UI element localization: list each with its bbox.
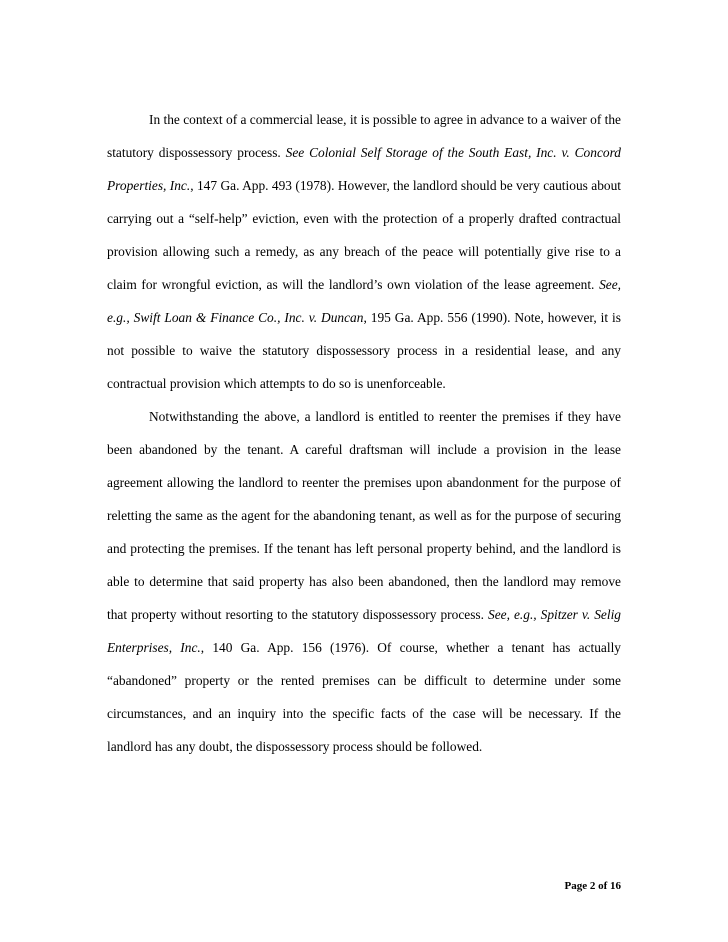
- document-body: [107, 103, 621, 763]
- paragraph-text: , 195 Ga. App. 556 (1990). Note, however, it is not possible to waive the statutory dispossessory process in a residential lease, and any contractual provision which attempts to do so is unenforceable.: [107, 310, 621, 391]
- case-citation: See, e.g., Swift Loan & Finance Co., Inc. v. Duncan: [107, 277, 621, 325]
- case-citation: See Colonial Self Storage of the South East, Inc. v. Concord Properties, Inc.: [107, 145, 621, 193]
- paragraph-waiver: [107, 103, 621, 400]
- paragraph-text: , 147 Ga. App. 493 (1978). However, the landlord should be very cautious about carrying out a “self-help” eviction, even with the protection of a properly drafted contractual provision allowing such a remedy, as any breach of the peace will potentially give rise to a claim for wrongful eviction, as will the landlord’s own violation of the lease agreement.: [107, 178, 621, 292]
- paragraph-text: , 140 Ga. App. 156 (1976). Of course, whether a tenant has actually “abandoned” property or the rented premises can be difficult to determine under some circumstances, and an inquiry into the specific facts of the case will be necessary. If the landlord has any doubt, the dispossessory process should be followed.: [107, 640, 621, 754]
- paragraph-text: Notwithstanding the above, a landlord is entitled to reenter the premises if they have been abandoned by the tenant. A careful draftsman will include a provision in the lease agreement allowing the landlord to reenter the premises upon abandonment for the purpose of reletting the same as the agent for the abandoning tenant, as well as for the purpose of securing and protecting the premises. If the tenant has left personal property behind, and the landlord is able to determine that said property has also been abandoned, then the landlord may remove that property without resorting to the statutory dispossessory process.: [107, 409, 621, 622]
- paragraph-text: In the context of a commercial lease, it is possible to agree in advance to a waiver of the statutory dispossessory process.: [107, 112, 621, 160]
- paragraph-abandonment: [107, 400, 621, 763]
- case-citation: See, e.g., Spitzer v. Selig Enterprises, Inc.: [107, 607, 621, 655]
- page-number-footer: Page 2 of 16: [564, 880, 621, 892]
